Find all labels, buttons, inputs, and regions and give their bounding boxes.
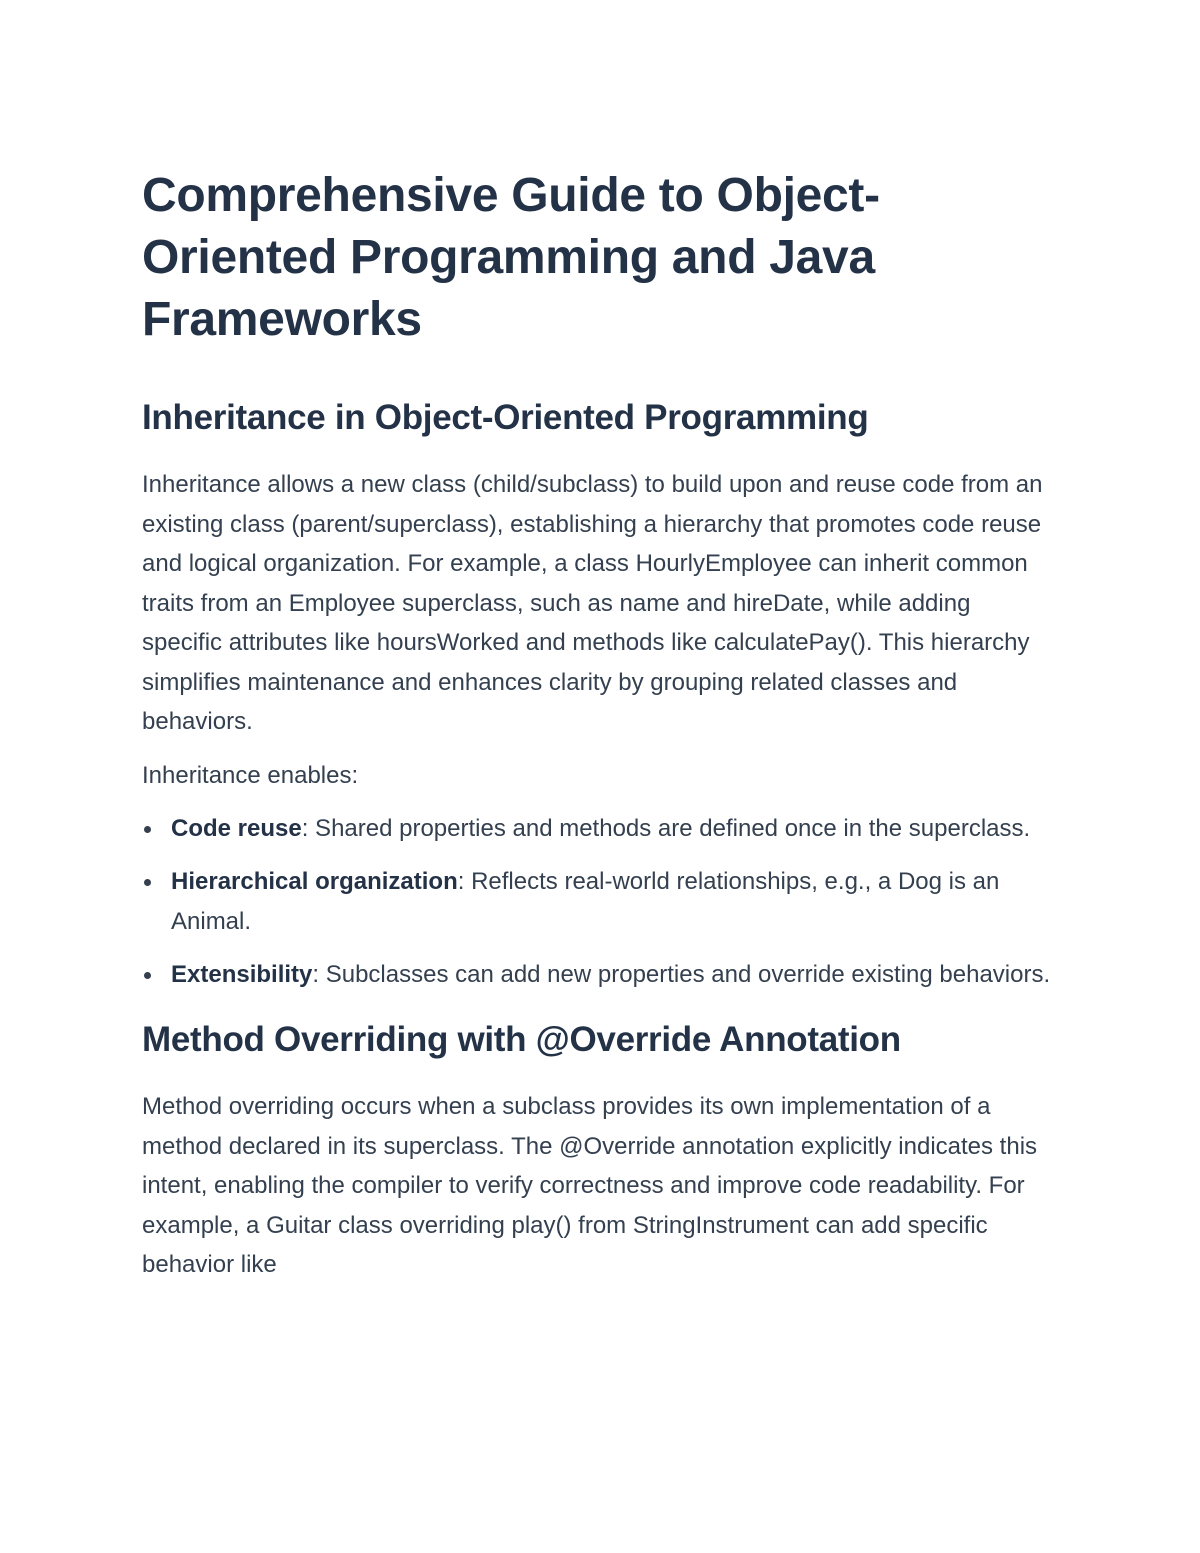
bullet-term: Code reuse (171, 815, 302, 842)
inheritance-list-intro: Inheritance enables: (142, 761, 359, 789)
bullet-text: : Shared properties and methods are defined once in the superclass. (301, 815, 1031, 842)
document-page (142, 165, 1057, 1299)
inheritance-paragraph: Inheritance allows a new class (child/subclass) to build upon and reuse code from an existing class (parent/superclass), establishing a hierarchy that promotes code reuse and logical organization. For example, a class HourlyEmployee can inherit common traits from an Employee superclass, such as name and hireDate, while adding specific attributes like hoursWorked and methods like calculatePay(). This hierarchy simplifies maintenance and enhances clarity by grouping related classes and behaviors. (142, 471, 1043, 735)
document-title: Comprehensive Guide to Object-Oriented Programming and Java Frameworks (142, 169, 880, 346)
bullet-dot-icon (144, 826, 151, 833)
bullet-term: Hierarchical organization (171, 868, 458, 895)
method-overriding-paragraph: Method overriding occurs when a subclass provides its own implementation of a method declared in its superclass. The @Override annotation explicitly indicates this intent, enabling the compiler to verify correctness and improve code readability. For example, a Guitar class overriding play() from StringInstrument can add specific behavior like (142, 1093, 1038, 1278)
section-inheritance (142, 395, 1057, 995)
section-method-overriding (142, 1017, 1057, 1285)
bullet-item-extensibility (142, 955, 1057, 995)
bullet-item-hierarchical-organization (142, 862, 1057, 942)
bullet-item-code-reuse (142, 809, 1057, 849)
section-heading-inheritance: Inheritance in Object-Oriented Programming (142, 398, 869, 437)
bullet-dot-icon (144, 879, 151, 886)
bullet-text: : Reflects real-world relationships, e.g., a Dog is an Animal. (171, 868, 1000, 935)
bullet-text: : Subclasses can add new properties and override existing behaviors. (312, 961, 1051, 988)
inheritance-bullet-list (142, 809, 1057, 995)
bullet-dot-icon (144, 972, 151, 979)
bullet-term: Extensibility (171, 961, 313, 988)
section-heading-method-overriding: Method Overriding with @Override Annotation (142, 1020, 901, 1059)
